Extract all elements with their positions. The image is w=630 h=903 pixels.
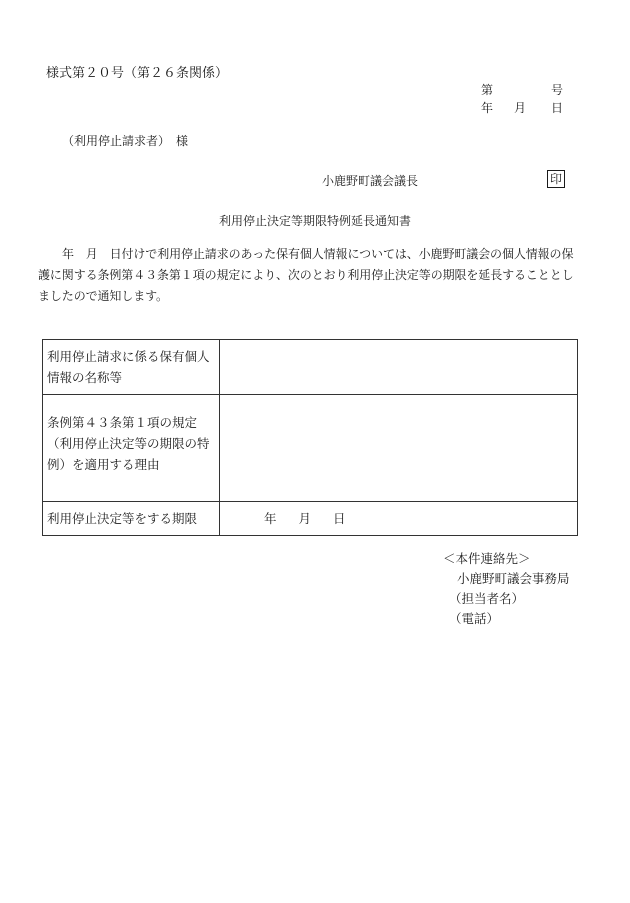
doc-number-suffix: 号 xyxy=(550,83,563,97)
date-month: 月 xyxy=(514,101,527,115)
form-number: 様式第２０号（第２６条関係） xyxy=(46,66,229,81)
table-value-info-name[interactable] xyxy=(220,340,578,395)
addressee: （利用停止請求者） 様 xyxy=(62,134,189,148)
seal-mark: 印 xyxy=(547,170,565,188)
doc-number-prefix: 第 xyxy=(481,83,494,97)
date-year: 年 xyxy=(481,101,494,115)
table-value-deadline[interactable] xyxy=(220,502,578,536)
table-row xyxy=(43,502,578,536)
sender-title: 小鹿野町議会議長 xyxy=(322,174,419,188)
table-row xyxy=(43,395,578,502)
contact-block xyxy=(443,549,570,629)
document-title: 利用停止決定等期限特例延長通知書 xyxy=(218,214,411,228)
table-label-info-name: 利用停止請求に係る保有個人情報の名称等 xyxy=(43,340,220,395)
body-paragraph xyxy=(38,244,583,307)
table-value-reason[interactable] xyxy=(220,395,578,502)
deadline-month: 月 xyxy=(298,511,312,526)
contact-heading: ＜本件連絡先＞ xyxy=(443,551,531,566)
table-label-deadline: 利用停止決定等をする期限 xyxy=(43,502,220,536)
deadline-day: 日 xyxy=(333,511,346,526)
info-table xyxy=(42,339,578,536)
date-day: 日 xyxy=(550,101,563,115)
contact-phone: （電話） xyxy=(449,611,500,626)
deadline-year: 年 xyxy=(264,511,277,526)
table-label-reason: 条例第４３条第１項の規定（利用停止決定等の期限の特例）を適用する理由 xyxy=(43,395,220,502)
contact-person: （担当者名） xyxy=(449,591,525,606)
contact-office: 小鹿野町議会事務局 xyxy=(457,571,570,586)
table-row xyxy=(43,340,578,395)
body-text: 年 月 日付けで利用停止請求のあった保有個人情報については、小鹿野町議会の個人情報の保護に関する条例第４３条第１項の規定により、次のとおり利用停止決定等の期限を延長することとしましたので通知します。 xyxy=(38,247,574,303)
